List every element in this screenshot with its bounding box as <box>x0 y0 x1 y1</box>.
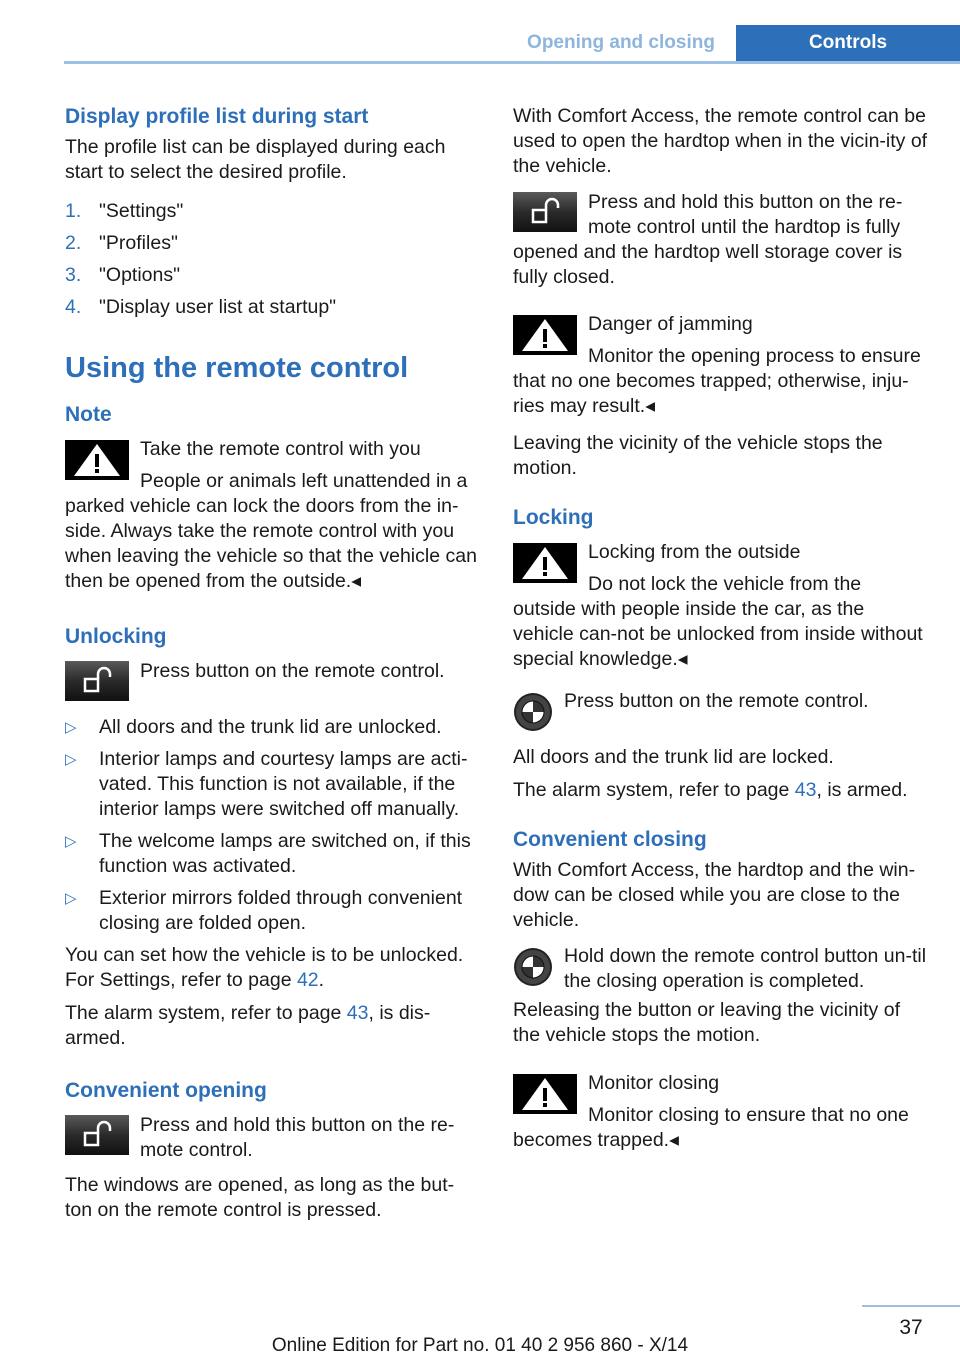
list-item: ▷ All doors and the trunk lid are unlocked. <box>65 716 442 738</box>
profile-heading: Display profile list during start <box>65 105 369 128</box>
header-divider <box>64 61 960 64</box>
unlock-button-icon <box>65 1115 129 1155</box>
page-link-43[interactable]: 43 <box>346 1002 369 1024</box>
lock-warning-text: Do not lock the vehicle from the outside with people inside the car, as the vehicle can-not be unlocked from inside without special knowledge.◂ <box>513 573 923 670</box>
profile-text: The profile list can be displayed during each start to select the desired profile. <box>65 136 446 183</box>
note-heading: Note <box>65 403 112 426</box>
lock-press-text: Press button on the remote control. <box>564 690 869 712</box>
locking-heading: Locking <box>513 506 594 529</box>
unlocking-block <box>65 659 481 707</box>
opening-text-2: The windows are opened, as long as the but-ton on the remote control is pressed. <box>65 1174 455 1221</box>
jam-title: Danger of jamming <box>588 313 753 335</box>
warning-icon <box>513 543 577 583</box>
opening-text: Press and hold this button on the re-mote control. <box>140 1114 455 1161</box>
hold-block <box>513 944 929 994</box>
right-column <box>513 100 929 1153</box>
unlocking-text: Press button on the remote control. <box>140 660 445 682</box>
edition-text: Online Edition for Part no. 01 40 2 956 860 - X/14 <box>271 1335 689 1356</box>
header-section-tab: Opening and closing <box>506 25 736 61</box>
lock-press-block <box>513 689 929 737</box>
bmw-key-icon <box>513 691 553 733</box>
note-warning <box>65 437 481 594</box>
warning-icon <box>513 315 577 355</box>
monitor-text: Monitor closing to ensure that no one becomes trapped.◂ <box>513 1104 909 1151</box>
warning-icon <box>513 1074 577 1114</box>
header-chapter-tab: Controls <box>736 25 960 61</box>
triangle-bullet-icon: ▷ <box>65 890 77 907</box>
release-text: Releasing the button or leaving the vicinity of the vehicle stops the motion. <box>513 999 900 1046</box>
list-item: 2. "Profiles" <box>65 232 178 254</box>
opening-block <box>65 1113 481 1163</box>
list-item: 4. "Display user list at startup" <box>65 296 337 318</box>
page-link-43[interactable]: 43 <box>794 779 817 801</box>
note-warning-text: People or animals left unattended in a parked vehicle can lock the doors from the in-side. Always take the remote control with you when leaving the vehicle so that the vehicle can then be opened from the outside.◂ <box>65 470 477 592</box>
hardtop-block <box>513 190 929 290</box>
left-column <box>65 100 481 1223</box>
list-item: ▷ Exterior mirrors folded through convenient closing are folded open. <box>65 887 463 934</box>
list-item: 1. "Settings" <box>65 200 184 222</box>
page-link-42[interactable]: 42 <box>296 969 319 991</box>
hold-text: Hold down the remote control button un-til the closing operation is completed. <box>564 945 927 992</box>
list-item: 3. "Options" <box>65 264 181 286</box>
page-number: 37 <box>899 1316 923 1339</box>
monitor-title: Monitor closing <box>588 1072 720 1094</box>
warning-icon <box>65 440 129 480</box>
footer-divider <box>862 1305 960 1307</box>
monitor-warning <box>513 1071 929 1153</box>
note-warning-title: Take the remote control with you <box>140 438 421 460</box>
lock-warning <box>513 540 929 672</box>
hardtop-text: Press and hold this button on the re-mote control until the hardtop is fully opened and the hardtop well storage cover is fully closed. <box>513 191 903 288</box>
unlock-button-icon <box>513 192 577 232</box>
locked-text: All doors and the trunk lid are locked. <box>513 746 834 768</box>
comfort-text: With Comfort Access, the remote control can be used to open the hardtop when in the vicin-ity of the vehicle. <box>513 105 928 177</box>
profile-steps <box>65 199 481 320</box>
settings-text: You can set how the vehicle is to be unlocked. For Settings, refer to page 42. <box>65 944 464 991</box>
leaving-text: Leaving the vicinity of the vehicle stops the motion. <box>513 432 883 479</box>
lock-warning-title: Locking from the outside <box>588 541 801 563</box>
alarm-armed-text: The alarm system, refer to page 43, is armed. <box>513 779 908 801</box>
main-heading: Using the remote control <box>65 352 409 384</box>
bmw-key-icon <box>513 946 553 988</box>
triangle-bullet-icon: ▷ <box>65 719 77 736</box>
opening-heading: Convenient opening <box>65 1079 267 1102</box>
alarm-text: The alarm system, refer to page 43, is dis-armed. <box>65 1002 431 1049</box>
closing-heading: Convenient closing <box>513 828 707 851</box>
triangle-bullet-icon: ▷ <box>65 833 77 850</box>
jam-warning <box>513 312 929 419</box>
unlocking-heading: Unlocking <box>65 625 167 648</box>
list-item: ▷ Interior lamps and courtesy lamps are acti-vated. This function is not available, if the interior lamps were switched off manually. <box>65 748 468 820</box>
triangle-bullet-icon: ▷ <box>65 751 77 768</box>
list-item: ▷ The welcome lamps are switched on, if this function was activated. <box>65 830 471 877</box>
closing-text: With Comfort Access, the hardtop and the win-dow can be closed while you are close to the vehicle. <box>513 859 916 931</box>
unlocking-bullets <box>65 715 481 936</box>
unlock-button-icon <box>65 661 129 701</box>
jam-text: Monitor the opening process to ensure that no one becomes trapped; otherwise, inju-ries may result.◂ <box>513 345 921 417</box>
